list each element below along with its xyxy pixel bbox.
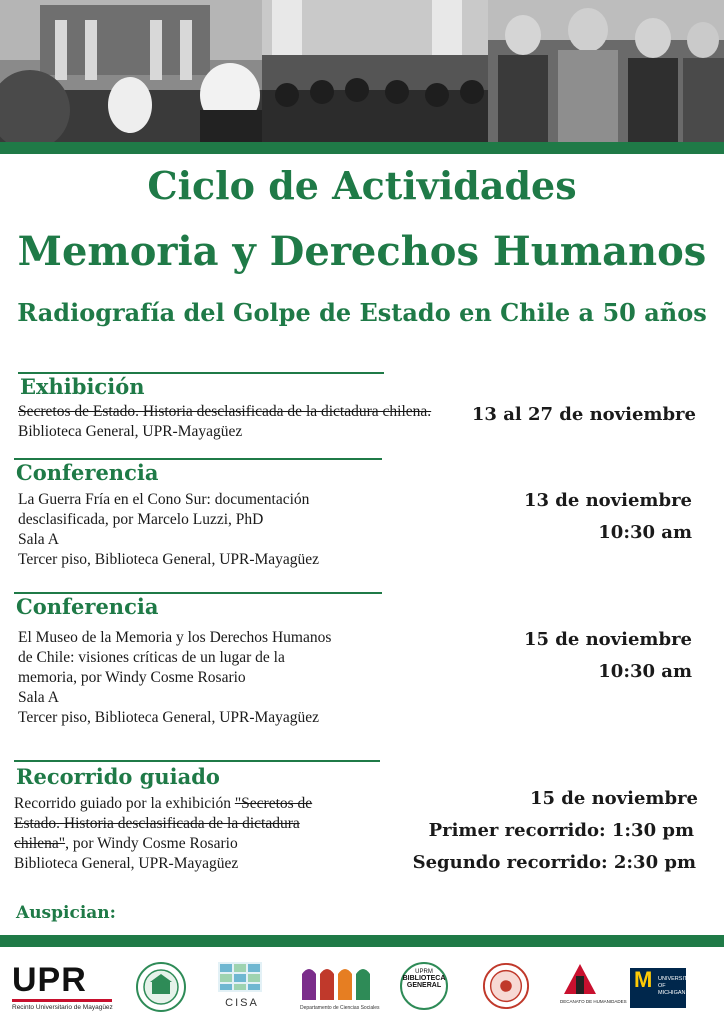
subtitle: Radiografía del Golpe de Estado en Chile a 50 años <box>17 298 707 327</box>
michigan-logo <box>630 967 691 1008</box>
photo-generals <box>488 0 724 142</box>
event-type-recorrido: Recorrido guiado <box>16 764 220 789</box>
cisa-logo <box>218 962 266 1014</box>
event-2-desc-line: desclasificada, por Marcelo Luzzi, PhD <box>18 511 264 528</box>
event-type-exhibicion: Exhibición <box>20 374 145 399</box>
biblioteca-badge <box>400 962 448 1010</box>
event-2-room: Sala A <box>18 531 59 548</box>
cisa-grid-icon <box>218 962 262 992</box>
upr-logo-bar <box>12 999 112 1002</box>
photo-mothers-plaza <box>0 0 262 142</box>
event-2-desc-line: La Guerra Fría en el Cono Sur: documentación <box>18 491 310 508</box>
event-3-time: 10:30 am <box>598 661 692 682</box>
event-1-date: 13 al 27 de noviembre <box>471 404 696 425</box>
event-4-desc-line-2: Estado. Historia desclasificada de la dictadura <box>14 815 300 832</box>
red-seal-icon <box>482 962 530 1010</box>
event-3-desc-line: de Chile: visiones críticas de un lugar de la <box>18 649 285 666</box>
section-divider <box>14 760 380 762</box>
upr-logo <box>12 962 116 1014</box>
event-3-date: 15 de noviembre <box>523 629 692 650</box>
bottom-green-band <box>0 935 724 947</box>
event-type-conferencia: Conferencia <box>16 594 159 619</box>
event-2-date: 13 de noviembre <box>523 490 692 511</box>
michigan-text: UNIVERSITY OF MICHIGAN <box>658 976 691 996</box>
event-3-desc-line: El Museo de la Memoria y los Derechos Humanos <box>18 629 332 646</box>
event-1-desc-strike: Secretos de Estado. Historia desclasificada de la dictadura chilena. <box>18 403 432 420</box>
event-4-time-1: Primer recorrido: 1:30 pm <box>428 820 694 841</box>
cisa-text: CISA <box>225 997 259 1009</box>
event-3-location: Tercer piso, Biblioteca General, UPR-Mayagüez <box>18 709 320 726</box>
biblio-main-1: BIBLIOTECA <box>402 975 446 982</box>
dept-text: Departamento de Ciencias Sociales <box>300 1005 380 1011</box>
event-1-location: Biblioteca General, UPR-Mayagüez <box>18 423 243 440</box>
decanato-humanidades-logo <box>560 962 627 1014</box>
dept-ciencias-sociales-logo <box>300 962 380 1014</box>
event-3-desc-line: memoria, por Windy Cosme Rosario <box>18 669 246 686</box>
event-2-location: Tercer piso, Biblioteca General, UPR-Mayagüez <box>18 551 320 568</box>
biblio-main-2: GENERAL <box>406 982 442 989</box>
red-seal-logo <box>482 962 532 1014</box>
dept-arches-icon <box>300 962 372 1000</box>
photo-soldiers <box>262 0 488 142</box>
sponsors-label: Auspician: <box>16 903 116 923</box>
title-line-1: Ciclo de Actividades <box>147 163 577 208</box>
michigan-m: M <box>634 967 653 992</box>
top-green-band <box>0 142 724 154</box>
event-4-desc-line-3: chilena", por Windy Cosme Rosario <box>14 835 238 852</box>
event-4-time-2: Segundo recorrido: 2:30 pm <box>412 852 696 873</box>
decanato-text: DECANATO DE HUMANIDADES <box>560 999 627 1004</box>
biblioteca-general-logo <box>400 962 450 1014</box>
event-3-room: Sala A <box>18 689 59 706</box>
event-4-date: 15 de noviembre <box>529 788 698 809</box>
event-2-time: 10:30 am <box>598 522 692 543</box>
event-4-location: Biblioteca General, UPR-Mayagüez <box>14 855 239 872</box>
upr-logo-subtitle: Recinto Universitario de Mayagüez <box>12 1004 113 1011</box>
event-type-conferencia: Conferencia <box>16 460 159 485</box>
title-line-2: Memoria y Derechos Humanos <box>17 228 707 275</box>
seal-icon <box>136 962 186 1012</box>
decanato-icon <box>560 962 600 994</box>
green-seal-logo <box>136 962 186 1014</box>
upr-logo-text: UPR <box>12 961 87 999</box>
biblio-top-text: UPRM <box>415 969 433 975</box>
event-4-desc-line-1: Recorrido guiado por la exhibición "Secretos de <box>14 795 313 812</box>
